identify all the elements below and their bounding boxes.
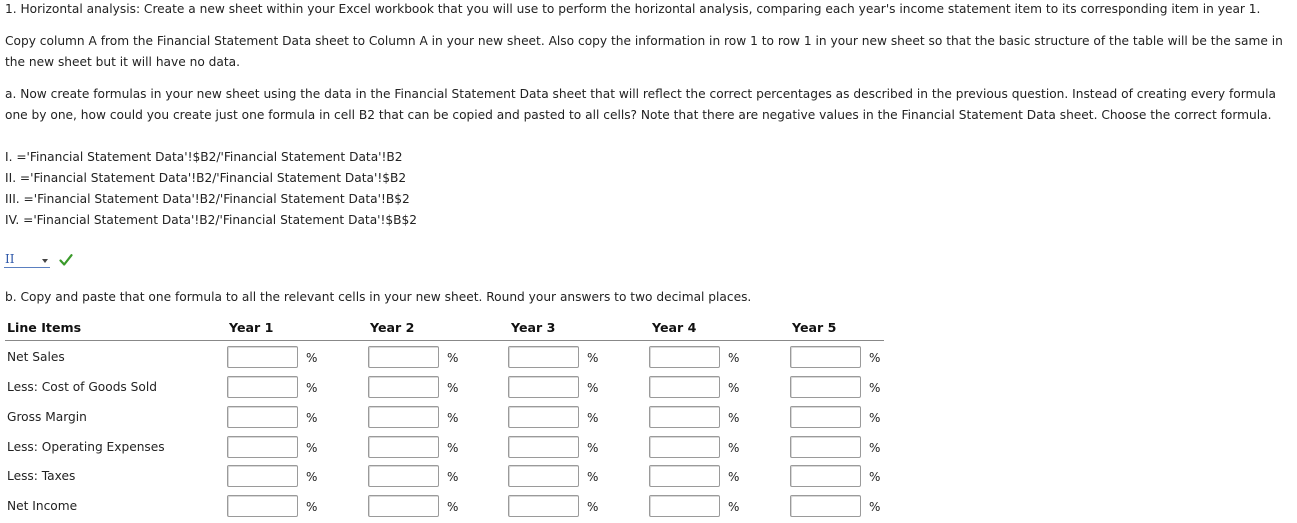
percent-sign: %: [869, 500, 881, 514]
percent-sign: %: [587, 381, 599, 395]
percent-input-year-4[interactable]: [649, 436, 720, 458]
percent-input-year-5[interactable]: [790, 376, 861, 398]
part-a-text: a. Now create formulas in your new sheet using the data in the Financial Statement Data sheet that will reflect the correct percentages as described in the previous question. Instead of creating every formula one by one, how could you create just one formula in cell B2 that can be copied and pasted to all cells? Note that there are negative values in the Financial Statement Data sheet. Choose the correct formula.: [5, 87, 1276, 122]
header-year-2: Year 2: [370, 320, 415, 335]
percent-input-year-3[interactable]: [508, 406, 579, 428]
percent-sign: %: [306, 351, 318, 365]
percent-input-year-4[interactable]: [649, 376, 720, 398]
percent-input-year-1[interactable]: [227, 376, 298, 398]
percent-sign: %: [869, 441, 881, 455]
part-b-text: b. Copy and paste that one formula to all the relevant cells in your new sheet. Round your answers to two decimal places.: [5, 290, 752, 304]
percent-sign: %: [728, 500, 740, 514]
percent-sign: %: [306, 500, 318, 514]
percent-sign: %: [306, 470, 318, 484]
percent-input-year-4[interactable]: [649, 465, 720, 487]
percent-input-year-1[interactable]: [227, 406, 298, 428]
percent-input-year-4[interactable]: [649, 406, 720, 428]
percent-sign: %: [447, 470, 459, 484]
percent-input-year-5[interactable]: [790, 346, 861, 368]
percent-sign: %: [587, 441, 599, 455]
percent-input-year-2[interactable]: [368, 465, 439, 487]
percent-sign: %: [306, 381, 318, 395]
percent-sign: %: [728, 441, 740, 455]
row-label: Net Income: [7, 499, 78, 513]
percent-sign: %: [869, 381, 881, 395]
percent-sign: %: [447, 381, 459, 395]
option-iii: III. ='Financial Statement Data'!B2/'Financial Statement Data'!B$2: [5, 192, 410, 206]
option-iv: IV. ='Financial Statement Data'!B2/'Financial Statement Data'!$B$2: [5, 213, 418, 227]
percent-input-year-2[interactable]: [368, 436, 439, 458]
header-year-1: Year 1: [229, 320, 274, 335]
percent-input-year-1[interactable]: [227, 465, 298, 487]
percent-sign: %: [306, 441, 318, 455]
percent-input-year-5[interactable]: [790, 465, 861, 487]
percent-sign: %: [587, 351, 599, 365]
percent-input-year-4[interactable]: [649, 495, 720, 517]
row-label: Less: Operating Expenses: [7, 440, 165, 454]
option-i: I. ='Financial Statement Data'!$B2/'Financial Statement Data'!B2: [5, 150, 403, 164]
percent-input-year-2[interactable]: [368, 376, 439, 398]
percent-sign: %: [306, 411, 318, 425]
percent-sign: %: [869, 470, 881, 484]
copy-instructions: Copy column A from the Financial Statement Data sheet to Column A in your new sheet. Also copy the information in row 1 to row 1 in your new sheet so that the basic structure of the table will be the same in the new sheet but it will have no data.: [5, 34, 1283, 69]
header-year-5: Year 5: [792, 320, 837, 335]
percent-sign: %: [447, 351, 459, 365]
percent-input-year-1[interactable]: [227, 436, 298, 458]
answer-dropdown-value: II: [5, 252, 15, 266]
percent-input-year-1[interactable]: [227, 495, 298, 517]
percent-sign: %: [447, 441, 459, 455]
option-ii: II. ='Financial Statement Data'!B2/'Financial Statement Data'!$B2: [5, 171, 407, 185]
checkmark-icon: [59, 253, 73, 267]
percent-input-year-2[interactable]: [368, 406, 439, 428]
percent-sign: %: [447, 500, 459, 514]
percent-input-year-3[interactable]: [508, 436, 579, 458]
percent-sign: %: [587, 411, 599, 425]
percent-input-year-5[interactable]: [790, 436, 861, 458]
percent-sign: %: [587, 470, 599, 484]
header-year-4: Year 4: [652, 320, 697, 335]
question-intro: 1. Horizontal analysis: Create a new sheet within your Excel workbook that you will use to perform the horizontal analysis, comparing each year's income statement item to its corresponding item in year 1.: [5, 2, 1261, 16]
row-label: Net Sales: [7, 350, 65, 364]
percent-input-year-5[interactable]: [790, 406, 861, 428]
percent-sign: %: [587, 500, 599, 514]
header-year-3: Year 3: [511, 320, 556, 335]
percent-sign: %: [869, 411, 881, 425]
header-line-items: Line Items: [7, 320, 82, 335]
percent-sign: %: [869, 351, 881, 365]
row-label: Less: Taxes: [7, 469, 76, 483]
row-label: Less: Cost of Goods Sold: [7, 380, 157, 394]
percent-input-year-3[interactable]: [508, 346, 579, 368]
percent-input-year-3[interactable]: [508, 465, 579, 487]
percent-sign: %: [728, 411, 740, 425]
percent-sign: %: [728, 470, 740, 484]
answer-dropdown[interactable]: [4, 254, 50, 268]
percent-input-year-2[interactable]: [368, 495, 439, 517]
percent-sign: %: [447, 411, 459, 425]
header-divider: [5, 340, 884, 341]
percent-sign: %: [728, 351, 740, 365]
percent-sign: %: [728, 381, 740, 395]
row-label: Gross Margin: [7, 410, 87, 424]
percent-input-year-3[interactable]: [508, 495, 579, 517]
percent-input-year-4[interactable]: [649, 346, 720, 368]
chevron-down-icon: [42, 259, 48, 263]
percent-input-year-2[interactable]: [368, 346, 439, 368]
percent-input-year-1[interactable]: [227, 346, 298, 368]
percent-input-year-5[interactable]: [790, 495, 861, 517]
percent-input-year-3[interactable]: [508, 376, 579, 398]
